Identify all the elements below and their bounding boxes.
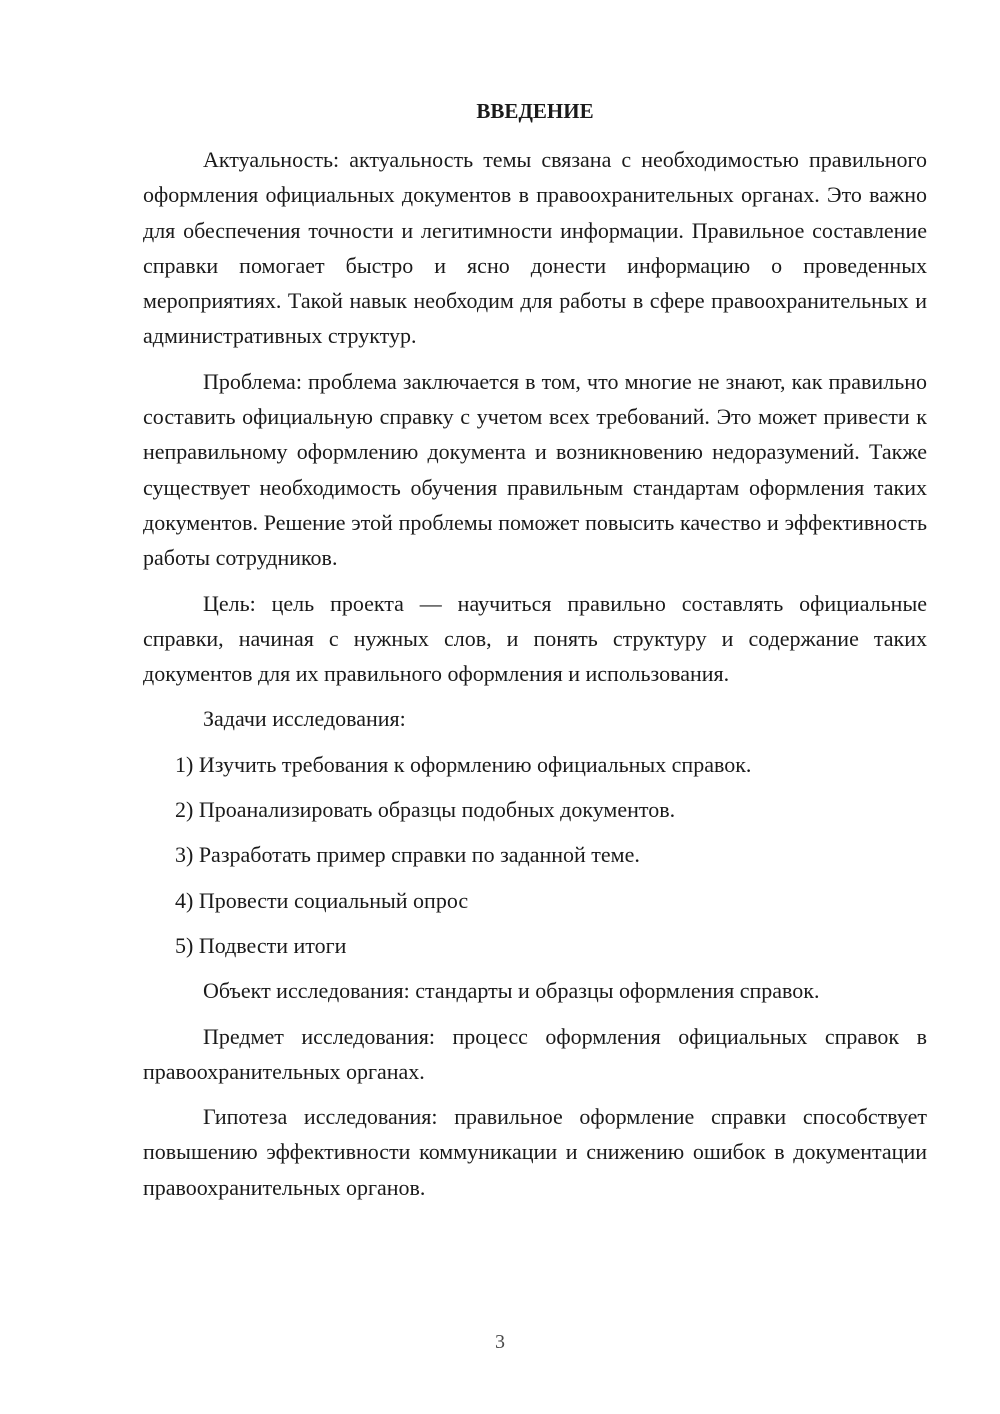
paragraph-object: Объект исследования: стандарты и образцы оформления справок.: [203, 978, 820, 1004]
section-heading: ВВЕДЕНИЕ: [476, 99, 594, 123]
paragraph-relevance: Актуальность: актуальность темы связана с необходимостью правильного оформления официальных документов в правоохранительных органах. Это важно для обеспечения точности и легитимности информации. Правильное составление справки помогает быстро и ясно донести информацию о проведенных мероприятиях. Такой навык необходим для работы в сфере правоохранительных и административных структур.: [143, 147, 927, 349]
list-item: 1) Изучить требования к оформлению официальных справок.: [175, 751, 752, 777]
paragraph-goal: Цель: цель проекта — научиться правильно составлять официальные справки, начиная с нужных слов, и понять структуру и содержание таких документов для их правильного оформления и использования.: [143, 590, 927, 687]
tasks-title: Задачи исследования:: [203, 706, 406, 732]
list-item: 4) Провести социальный опрос: [175, 887, 469, 913]
tasks-list: [143, 747, 927, 963]
paragraph-subject: Предмет исследования: процесс оформления официальных справок в правоохранительных органах.: [143, 1023, 927, 1084]
page-number: 3: [495, 1331, 505, 1353]
paragraph-hypothesis: Гипотеза исследования: правильное оформление справки способствует повышению эффективности коммуникации и снижению ошибок в документации правоохранительных органов.: [143, 1104, 927, 1200]
list-item: 2) Проанализировать образцы подобных документов.: [175, 797, 676, 823]
list-item: 5) Подвести итоги: [175, 932, 347, 958]
paragraph-problem: Проблема: проблема заключается в том, что многие не знают, как правильно составить официальную справку с учетом всех требований. Это может привести к неправильному оформлению документа и возникновению недоразумений. Также существует необходимость обучения правильным стандартам оформления таких документов. Решение этой проблемы поможет повысить качество и эффективность работы сотрудников.: [143, 368, 927, 571]
list-item: 3) Разработать пример справки по заданной теме.: [175, 842, 640, 868]
